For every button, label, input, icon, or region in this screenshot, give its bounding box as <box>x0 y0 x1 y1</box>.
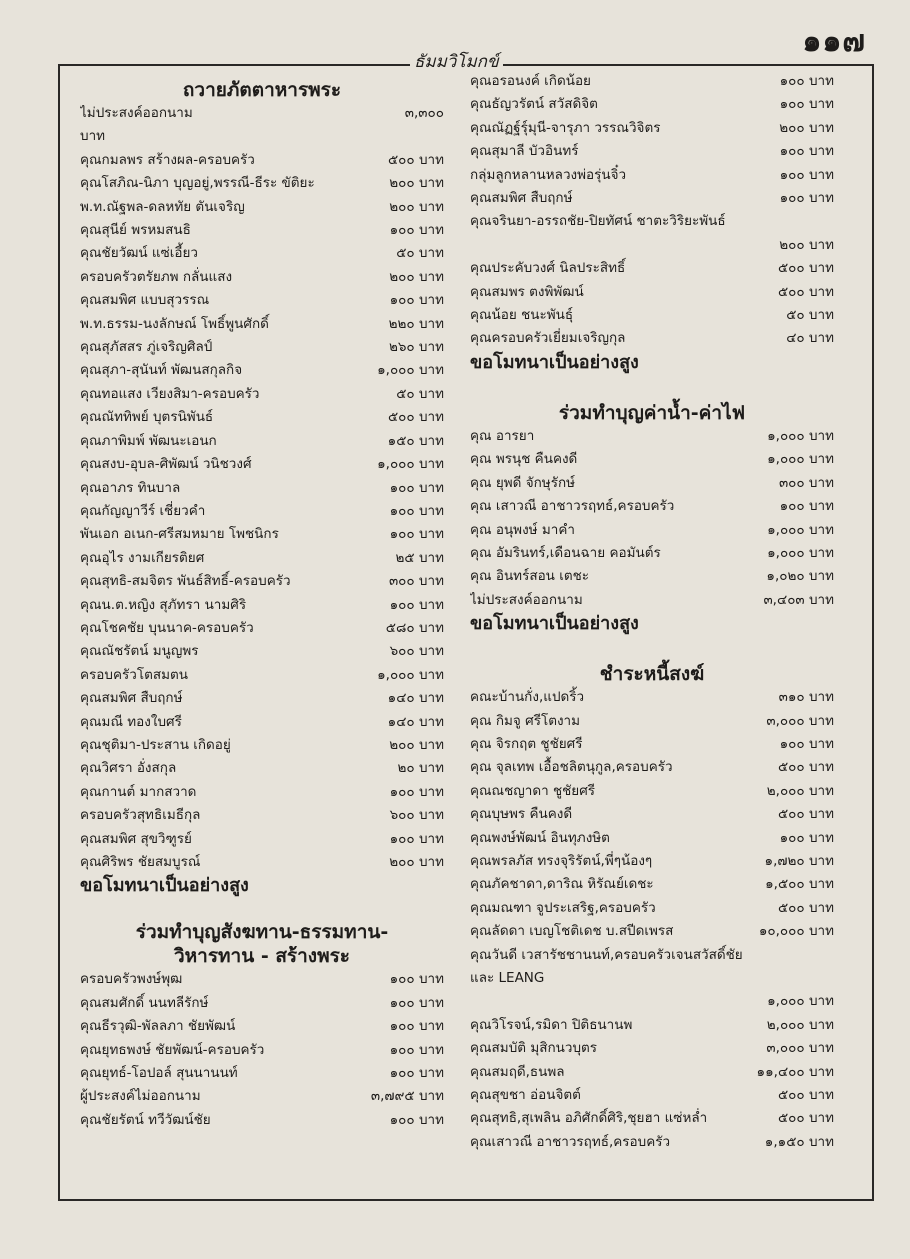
donor-name: คุณศิริพร ชัยสมบูรณ์ <box>80 854 201 870</box>
donor-name: คณะบ้านกั่ง,แปดริ้ว <box>470 689 585 706</box>
donor-name: คุณ ยุพดี จักษุรักษ์ <box>470 474 576 491</box>
section-title-utilities: ร่วมทำบุญค่าน้ำ-ค่าไฟ <box>558 401 746 424</box>
donor-name: คุณสงบ-อุบล-ศิพัฒน์ วนิชวงศ์ <box>80 456 252 473</box>
donor-entry <box>470 565 834 588</box>
donor-name: คุณมณี ทองใบศรี <box>80 713 182 730</box>
donor-entry <box>470 519 834 542</box>
donor-amount: ๑๐๐ บาท <box>389 526 444 543</box>
donor-amount: ๕๐๐ บาท <box>777 283 834 300</box>
donor-amount: ๒๐๐ บาท <box>779 236 834 253</box>
donor-name: คุณสุมาลี บัวอินทร์ <box>470 143 579 160</box>
donor-entry <box>470 827 834 850</box>
donor-name: คุณสมพิศ สุขวิฑูรย์ <box>80 830 192 847</box>
donor-entry <box>80 500 444 523</box>
donor-name: คุณเสาวณี อาชาวรฤทธ์,ครอบครัว <box>470 1133 671 1150</box>
donor-entry <box>470 1061 834 1084</box>
donor-amount: ๑๕๐ บาท <box>387 432 444 449</box>
donor-entry-long <box>470 944 834 967</box>
donor-entry <box>470 780 834 803</box>
donor-entry <box>80 1062 444 1085</box>
donor-amount: ๒๖๐ บาท <box>388 339 444 356</box>
donor-name: กลุ่มลูกหลานหลวงพ่อรุ่นจิ๋ว <box>470 166 627 183</box>
donor-amount: ๕๐๐ บาท <box>777 1087 834 1104</box>
donor-entry <box>470 304 834 327</box>
donor-entry <box>470 327 834 350</box>
donor-entry <box>470 803 834 826</box>
donor-amount: ๑๑,๔๐๐ บาท <box>756 1063 834 1080</box>
donor-name: คุณ พรนุช คืนคงดี <box>470 451 578 468</box>
donor-name: คุณสุภัสสร ภู่เจริญศิลป์ <box>80 339 213 356</box>
donor-entry-long-cont <box>470 967 834 990</box>
section-title-sangha-debt: ชำระหนี้สงฆ์ <box>599 663 705 686</box>
donor-entry <box>80 594 444 617</box>
donor-name: คุณชัยวัฒน์ แซ่เอี้ยว <box>80 245 198 262</box>
donor-amount: ๑๐๐ บาท <box>389 971 444 988</box>
donor-name: คุณ อัมรินทร์,เดือนฉาย คอมันต์ร <box>470 544 661 561</box>
donor-name: คุณอุไร งามเกียรติยศ <box>80 549 205 566</box>
left-column <box>80 70 444 1132</box>
donor-amount: ๕๐๐ บาท <box>777 899 834 916</box>
donor-name: ไม่ประสงค์ออกนาม <box>80 105 193 121</box>
donor-list-food-offering-cont <box>470 70 834 210</box>
right-column <box>470 70 834 1154</box>
donor-amount: ๓,๐๐๐ บาท <box>766 1040 834 1057</box>
donor-entry <box>80 757 444 780</box>
donor-name: คุณณัททิพย์ บุตรนิพันธ์ <box>80 409 214 426</box>
donor-amount: ๑๐๐ บาท <box>389 1111 444 1128</box>
donor-amount: ๒,๐๐๐ บาท <box>766 782 834 799</box>
donor-entry <box>470 1131 834 1154</box>
donor-name: คุณสมบัติ มุสิกนวบุตร <box>470 1040 598 1057</box>
donor-entry <box>470 1084 834 1107</box>
donor-name: คุณยุทธพงษ์ ชัยพัฒน์-ครอบครัว <box>80 1041 265 1058</box>
donor-amount: ๑,๑๕๐ บาท <box>764 1133 834 1150</box>
donor-amount: ๑๐๐ บาท <box>779 190 834 207</box>
donor-name: คุณน.ต.หญิง สุภัทรา นามศิริ <box>80 596 247 613</box>
donor-name: คุณประคับวงศ์ นิลประสิทธิ์ <box>470 260 626 277</box>
donor-amount: ๑,๐๐๐ บาท <box>767 993 834 1010</box>
donor-amount: ๓,๓๐๐ <box>404 105 444 121</box>
donor-entry <box>470 495 834 518</box>
donor-amount: ๑๐๐ บาท <box>779 143 834 160</box>
donor-entry <box>470 733 834 756</box>
donor-amount: ๑๐๐ บาท <box>779 498 834 515</box>
donor-name: คุณกัญญาวีร์ เชี่ยวคำ <box>80 502 206 519</box>
donor-amount: ๓๐๐ บาท <box>778 474 834 491</box>
donor-name: คุณสุทธิ,สุเพลิน อภิศักดิ์ศิริ,ชุยฮา แซ่หล่ำ <box>470 1110 708 1127</box>
donor-name: คุณพรลภัส ทรงจุริรัตน์,พี่ๆน้องๆ <box>470 852 653 869</box>
donor-amount: ๑๐๐ บาท <box>389 783 444 800</box>
donor-amount: ๓,๐๐๐ บาท <box>766 712 834 729</box>
donor-name-cont: และ LEANG <box>470 970 545 986</box>
donor-name: คุณกานต์ มากสวาด <box>80 783 197 800</box>
donor-amount: ๕๐ บาท <box>786 307 834 324</box>
donor-name: คุณโสภิณ-นิภา บุญอยู่,พรรณี-ธีระ ขัติยะ <box>80 175 315 192</box>
donor-name: คุณ อนุพงษ์ มาคำ <box>470 521 575 538</box>
donor-name: คุณพงษ์พัฒน์ อินทุภงษิต <box>470 829 610 846</box>
donor-amount: ๕๐๐ บาท <box>387 409 444 426</box>
donor-name: คุณสุนีย์ พรหมสนธิ <box>80 222 191 239</box>
donor-entry <box>80 711 444 734</box>
donor-list-food-offering-cont2 <box>470 257 834 351</box>
donor-entry <box>470 1107 834 1130</box>
donor-amount: ๑๐๐ บาท <box>389 596 444 613</box>
donor-name: คุณอาภร ทินบาล <box>80 479 181 496</box>
donor-entry <box>80 1039 444 1062</box>
donor-entry <box>470 164 834 187</box>
donor-entry <box>80 102 444 125</box>
donor-amount: ๓,๗๙๕ บาท <box>370 1088 444 1105</box>
donor-name: คุณจรินยา-อรรถชัย-ปิยทัศน์ ชาตะวิริยะพันธ์ <box>470 213 726 230</box>
donor-name: คุณโชคชัย บุนนาค-ครอบครัว <box>80 619 254 636</box>
donor-entry <box>470 1037 834 1060</box>
donor-entry <box>470 1014 834 1037</box>
donor-entry <box>470 70 834 93</box>
donor-amount: ๕๐ บาท <box>396 245 444 262</box>
donor-amount: ๕๐๐ บาท <box>777 759 834 776</box>
donor-entry <box>80 406 444 429</box>
donor-amount: ๕๘๐ บาท <box>385 619 444 636</box>
donor-amount: ๒๐๐ บาท <box>389 198 444 215</box>
donor-entry <box>80 1109 444 1132</box>
donor-amount: ๑๐๐ บาท <box>389 994 444 1011</box>
donor-amount: ๑๐๐ บาท <box>779 96 834 113</box>
donor-entry <box>80 851 444 874</box>
donor-amount: ๒๐๐ บาท <box>389 268 444 285</box>
donor-name: ครอบครัวสุทธิเมธีกุล <box>80 807 201 824</box>
donor-entry <box>80 640 444 663</box>
donor-amount: ๕๐๐ บาท <box>777 260 834 277</box>
donor-amount: ๖๐๐ บาท <box>389 807 444 824</box>
donor-entry <box>470 756 834 779</box>
donor-amount: ๑,๐๒๐ บาท <box>766 568 834 585</box>
donor-name: คุณสมพิศ แบบสุวรรณ <box>80 292 210 309</box>
donor-name: ผู้ประสงค์ไม่ออกนาม <box>80 1088 201 1105</box>
donor-entry <box>80 359 444 382</box>
donor-entry <box>80 570 444 593</box>
donor-list-food-offering <box>80 102 444 874</box>
donor-entry <box>80 734 444 757</box>
donor-amount: ๑๐๐ บาท <box>779 73 834 89</box>
donor-entry <box>470 472 834 495</box>
donor-amount: ๒,๐๐๐ บาท <box>766 1016 834 1033</box>
donor-entry <box>470 542 834 565</box>
donor-name: คุณมณฑา จูประเสริฐ,ครอบครัว <box>470 899 656 916</box>
donor-name: คุณ เสาวณี อาชาวรฤทธ์,ครอบครัว <box>470 498 675 515</box>
donor-amount: ๑,๐๐๐ บาท <box>377 456 444 473</box>
donor-name: คุณณชญาดา ชูชัยศรี <box>470 782 596 799</box>
donor-list-sangha-dana <box>80 968 444 1132</box>
donor-amount: ๑๐๐ บาท <box>389 830 444 847</box>
donor-entry <box>470 850 834 873</box>
donor-entry <box>470 686 834 709</box>
donor-amount: ๑๔๐ บาท <box>387 690 444 707</box>
donor-entry <box>80 617 444 640</box>
donor-entry <box>80 383 444 406</box>
donor-name: คุณ กิมจู ศรีโตงาม <box>470 712 581 729</box>
magazine-header: ธัมมวิโมกข์ <box>410 48 503 75</box>
donor-name: พ.ท.ธรรม-นงลักษณ์ โพธิ์พูนศักดิ์ <box>80 315 269 332</box>
donor-amount: ๑๐๐ บาท <box>389 502 444 519</box>
donor-name: คุณ อารยา <box>470 427 535 444</box>
donor-entry <box>80 664 444 687</box>
donor-amount: ๑,๐๐๐ บาท <box>767 427 834 444</box>
page-number: ๑๑๗ <box>802 24 866 59</box>
donor-amount: ๓,๔๐๓ บาท <box>763 591 834 608</box>
donor-name: คุณสุทธิ-สมจิตร พันธ์สิทธิ์-ครอบครัว <box>80 573 291 590</box>
donor-entry <box>80 196 444 219</box>
donor-amount: ๑,๐๐๐ บาท <box>377 362 444 379</box>
donor-entry <box>80 547 444 570</box>
donor-name: ไม่ประสงค์ออกนาม <box>470 591 583 608</box>
donor-list-sangha-debt-cont <box>470 1014 834 1154</box>
donor-amount: ๕๐๐ บาท <box>387 151 444 168</box>
donor-name: คุณธีรวุฒิ-พัลลภา ชัยพัฒน์ <box>80 1018 236 1035</box>
donor-entry <box>470 897 834 920</box>
donor-entry <box>470 710 834 733</box>
donor-entry <box>80 172 444 195</box>
donor-name: คุณกมลพร สร้างผล-ครอบครัว <box>80 151 255 168</box>
donor-entry <box>80 687 444 710</box>
section-title-sangha-dana-line2: วิหารทาน - สร้างพระ <box>173 945 351 968</box>
donor-name: คุณน้อย ชนะพันธุ์ <box>470 307 574 324</box>
thanks-line: ขอโมทนาเป็นอย่างสูง <box>80 875 249 897</box>
donor-list-utilities <box>470 425 834 612</box>
donor-name: คุณลัดดา เบญโชติเดช บ.สปีดเพรส <box>470 923 674 940</box>
donor-amount: ๓๑๐ บาท <box>778 689 834 706</box>
donor-list-sangha-debt <box>470 686 834 943</box>
donor-entry <box>470 93 834 116</box>
donor-entry <box>80 828 444 851</box>
donor-entry <box>80 313 444 336</box>
donor-name: คุณภัคชาดา,ดาริณ หิรัณย์เดชะ <box>470 876 654 893</box>
section-title-food-offering: ถวายภัตตาหารพระ <box>182 79 342 101</box>
donor-name: ครอบครัวตรัยภพ กลั่นแสง <box>80 268 233 285</box>
donor-name: คุณสมศักดิ์ นนทลีรักษ์ <box>80 994 209 1011</box>
donor-entry <box>470 448 834 471</box>
donor-entry <box>470 257 834 280</box>
donor-name: คุณชุติมา-ประสาน เกิดอยู่ <box>80 736 231 753</box>
donor-entry <box>470 281 834 304</box>
donor-name: คุณวิโรจน์,รมิดา ปิติธนานพ <box>470 1016 633 1033</box>
donor-amount: ๑,๗๒๐ บาท <box>764 852 834 869</box>
donor-name: คุณธัญวรัตน์ สวัสดิจิต <box>470 96 598 113</box>
donor-entry <box>80 289 444 312</box>
donor-amount: ๒๐๐ บาท <box>389 854 444 870</box>
donor-name: คุณชัยรัตน์ ทวีวัฒน์ชัย <box>80 1111 211 1128</box>
donor-name: คุณอรอนงค์ เกิดน้อย <box>470 73 591 89</box>
donor-name: คุณ อินทร์สอน เตชะ <box>470 568 589 585</box>
donor-entry <box>80 242 444 265</box>
donor-amount: ๑๐๐ บาท <box>389 1065 444 1082</box>
donor-name: คุณสมพิศ สืบฤกษ์ <box>470 190 573 207</box>
donor-entry <box>80 453 444 476</box>
donor-name: คุณวันดี เวสารัชชานนท์,ครอบครัวเจนสวัสดิ์ชัย <box>470 946 743 963</box>
donor-amount: ๑,๐๐๐ บาท <box>767 451 834 468</box>
donor-entry <box>80 781 444 804</box>
donor-entry <box>80 149 444 172</box>
donor-amount: ๒๐๐ บาท <box>389 736 444 753</box>
donor-name: คุณยุทธ์-โอปอล์ สุนนานนท์ <box>80 1065 238 1082</box>
donor-amount: ๒๒๐ บาท <box>388 315 444 332</box>
donor-amount: ๓๐๐ บาท <box>388 573 444 590</box>
donor-amount: ๑,๐๐๐ บาท <box>767 544 834 561</box>
donor-amount: ๒๐๐ บาท <box>389 175 444 192</box>
thanks-line: ขอโมทนาเป็นอย่างสูง <box>470 613 639 635</box>
donor-entry-long <box>470 210 834 257</box>
donor-entry <box>470 425 834 448</box>
donor-amount: ๒๕ บาท <box>395 549 444 566</box>
donor-name: คุณสุขชา อ่อนจิตต์ <box>470 1087 581 1104</box>
donor-amount: ๕๐ บาท <box>396 385 444 402</box>
donor-name: ครอบครัวโตสมตน <box>80 666 188 683</box>
donor-name: คุณ จุลเทพ เอื้อชลิตนุกูล,ครอบครัว <box>470 759 673 776</box>
donor-name: คุณณัฏฐ์รุ์มุนี-จารุภา วรรณวิจิตร <box>470 119 661 136</box>
donor-amount: ๒๐๐ บาท <box>779 119 834 136</box>
donor-name: คุณสมพิศ สืบฤกษ์ <box>80 690 183 707</box>
donor-entry <box>470 117 834 140</box>
donor-amount: ๑,๕๐๐ บาท <box>765 876 834 893</box>
donor-amount: ๑๐๐ บาท <box>389 1041 444 1058</box>
donor-amount: ๑๐๐ บาท <box>389 479 444 496</box>
donor-amount: ๑๐๐ บาท <box>389 1018 444 1035</box>
donor-amount: ๕๐๐ บาท <box>777 1110 834 1127</box>
donor-entry <box>80 125 444 148</box>
donor-amount: ๖๐๐ บาท <box>389 643 444 660</box>
donor-entry <box>470 140 834 163</box>
donor-amount: ๑๐,๐๐๐ บาท <box>758 923 834 940</box>
donor-entry <box>80 430 444 453</box>
donor-entry <box>80 336 444 359</box>
donor-entry <box>80 1085 444 1108</box>
donor-amount: ๑๐๐ บาท <box>389 292 444 309</box>
donor-name: พ.ท.ณัฐพล-ดลหทัย ตันเจริญ <box>80 198 245 215</box>
donor-amount: ๔๐ บาท <box>786 330 834 347</box>
donor-entry <box>470 920 834 943</box>
section-title-sangha-dana-line1: ร่วมทำบุญสังฆทาน-ธรรมทาน- <box>135 921 389 944</box>
donor-amount: ๑๐๐ บาท <box>779 735 834 752</box>
donor-entry <box>80 477 444 500</box>
donor-entry <box>80 266 444 289</box>
donor-entry <box>80 523 444 546</box>
donor-entry <box>470 589 834 612</box>
donor-name: พันเอก อเนก-ศรีสมหมาย โพชนิกร <box>80 526 279 543</box>
donor-name: คุณบุษพร คืนคงดี <box>470 806 573 823</box>
donor-entry <box>470 873 834 896</box>
donor-name: บาท <box>80 128 106 145</box>
donor-name: ครอบครัวพงษ์พุฒ <box>80 971 183 988</box>
donor-amount: ๑๐๐ บาท <box>779 166 834 183</box>
donor-amount: ๑๐๐ บาท <box>779 829 834 846</box>
donor-entry <box>470 187 834 210</box>
donor-name: คุณสุภา-สุนันท์ พัฒนสกุลกิจ <box>80 362 243 379</box>
donor-entry <box>80 992 444 1015</box>
donor-name: คุณภาพิมพ์ พัฒนะเอนก <box>80 432 217 449</box>
donor-name: คุณสมฤดี,ธนพล <box>470 1063 565 1080</box>
thanks-line: ขอโมทนาเป็นอย่างสูง <box>470 351 639 373</box>
donor-name: คุณวิศรา อั่งสกุล <box>80 760 177 777</box>
donor-entry-long-amount <box>470 990 834 1013</box>
donor-name: คุณครอบครัวเยี่ยมเจริญกุล <box>470 330 626 347</box>
donor-amount: ๒๐ บาท <box>397 760 444 777</box>
donor-entry <box>80 219 444 242</box>
donor-name: คุณณัชรัตน์ มนูญพร <box>80 643 199 660</box>
donor-entry <box>80 804 444 827</box>
donor-entry <box>80 968 444 991</box>
donor-name: คุณ จิรกฤต ชูชัยศรี <box>470 735 583 752</box>
donor-name: คุณทอแสง เวียงสิมา-ครอบครัว <box>80 385 260 402</box>
donor-amount: ๑๐๐ บาท <box>389 222 444 239</box>
donor-amount: ๕๐๐ บาท <box>777 806 834 823</box>
donor-name: คุณสมพร ตงพิพัฒน์ <box>470 283 584 300</box>
donor-amount: ๑๔๐ บาท <box>387 713 444 730</box>
donor-entry <box>80 1015 444 1038</box>
donor-amount: ๑,๐๐๐ บาท <box>767 521 834 538</box>
donor-amount: ๑,๐๐๐ บาท <box>377 666 444 683</box>
